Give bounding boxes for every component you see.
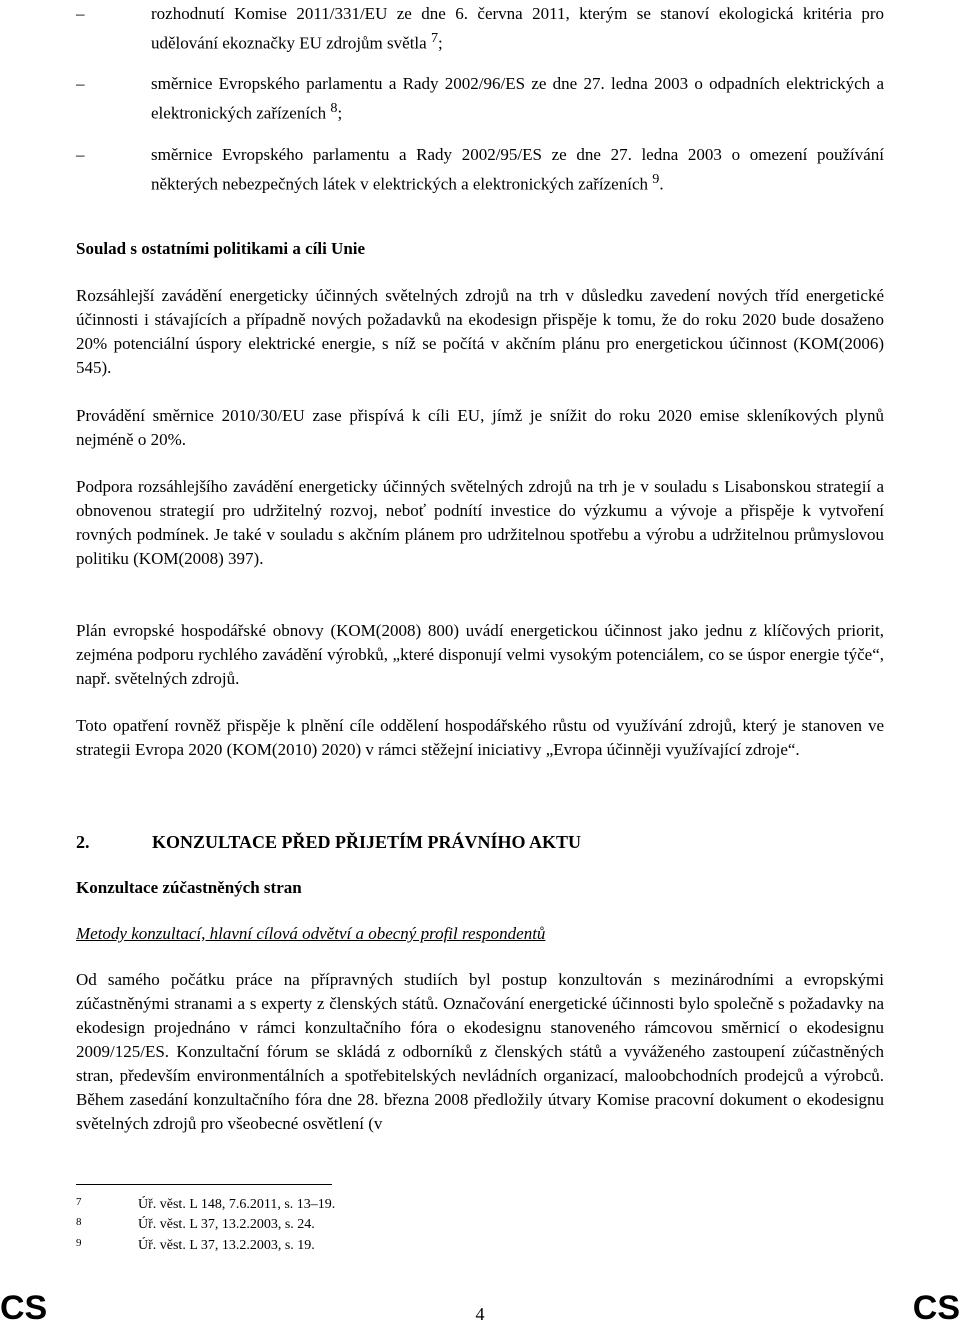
footnote-text: Úř. věst. L 37, 13.2.2003, s. 19. bbox=[138, 1238, 315, 1253]
section-title bbox=[76, 830, 581, 854]
footnote-text: Úř. věst. L 37, 13.2.2003, s. 24. bbox=[138, 1217, 315, 1232]
footer-language-code-left: CS bbox=[0, 1289, 48, 1327]
footnote bbox=[76, 1196, 576, 1214]
section-heading-policies: Soulad s ostatními politikami a cíli Unie bbox=[76, 239, 366, 258]
paragraph: Toto opatření rovněž přispěje k plnění cíle oddělení hospodářského růstu od využívání zdrojů, který je stanoven ve strategii Evropa 2020 (KOM(2010) 2020) v rámci stěžejní iniciativy „Evropa účinněji využívající zdroje“. bbox=[76, 716, 884, 759]
section-title-text: KONZULTACE PŘED PŘIJETÍM PRÁVNÍHO AKTU bbox=[152, 832, 582, 852]
list-dash: – bbox=[76, 74, 85, 93]
footnote-ref: 7 bbox=[430, 30, 439, 46]
section-number: 2. bbox=[76, 832, 90, 852]
footnote-separator bbox=[76, 1184, 332, 1185]
paragraph: Podpora rozsáhlejšího zavádění energeticky účinných světelných zdrojů na trh je v souladu s Lisabonskou strategií a obnovenou strategií pro udržitelný rozvoj, neboť podnítí investice do výzkumu a vývoje a přispěje k vytvoření rovných podmínek. Je také v souladu s akčním plánem pro udržitelnou spotřebu a výrobu a udržitelnou průmyslovou politiku (KOM(2008) 397). bbox=[76, 477, 884, 568]
footnote bbox=[76, 1216, 576, 1234]
list-item bbox=[76, 2, 884, 56]
paragraph: Plán evropské hospodářské obnovy (KOM(2008) 800) uvádí energetickou účinnost jako jednu z klíčových priorit, zejména podporu rychlého zavádění výrobků, „které disponují velmi vysokým potenciálem, co se úspor energie týče“, např. světelných zdrojů. bbox=[76, 621, 884, 688]
list-item-text: rozhodnutí Komise 2011/331/EU ze dne 6. června 2011, kterým se stanoví ekologická kritéria pro udělování ekoznačky EU zdrojům světla $^7$; bbox=[151, 4, 884, 53]
list-item-text: směrnice Evropského parlamentu a Rady 2002/95/ES ze dne 27. ledna 2003 o omezení používání některých nebezpečných látek v elektrických a elektronických zařízeních $^9$. bbox=[151, 145, 884, 194]
list-dash: – bbox=[76, 145, 85, 164]
footnote-number: 8 bbox=[76, 1216, 82, 1228]
list-dash: – bbox=[76, 4, 85, 23]
footnote-number: 9 bbox=[76, 1237, 82, 1249]
list-item-text: směrnice Evropského parlamentu a Rady 2002/96/ES ze dne 27. ledna 2003 o odpadních elektrických a elektronických zařízeních $^8$; bbox=[151, 74, 884, 123]
footnote-ref: 9 bbox=[652, 171, 660, 187]
paragraph: Provádění směrnice 2010/30/EU zase přispívá k cíli EU, jímž je snížit do roku 2020 emise skleníkových plynů nejméně o 20%. bbox=[76, 406, 884, 449]
paragraph: Od samého počátku práce na přípravných studiích byl postup konzultován s mezinárodními a evropskými zúčastněnými stranami a s experty z členských států. Označování energetické účinnosti bylo společně s požadavky na ekodesign projednáno v rámci konzultačního fóra o ekodesignu stanoveného rámcovou směrnicí o ekodesignu 2009/125/ES. Konzultační fórum se skládá z odborníků z členských států a vyváženého zastoupení zúčastněných stran, především environmentálních a spotřebitelských nevládních organizací, maloobchodních prodejců a výrobců. Během zasedání konzultačního fóra dne 28. března 2008 předložily útvary Komise pracovní dokument o ekodesignu světelných zdrojů pro všeobecné osvětlení (v bbox=[76, 970, 884, 1133]
paragraph: Rozsáhlejší zavádění energeticky účinných světelných zdrojů na trh v důsledku zavedení nových tříd energetické účinnosti i stávajících a případně nových požadavků na ekodesign přispěje k tomu, že do roku 2020 bude dosaženo 20% potenciální úspory elektrické energie, s níž se počítá v akčním plánu pro energetickou účinnost (KOM(2006) 545). bbox=[76, 286, 884, 377]
footnote-number: 7 bbox=[76, 1196, 82, 1208]
footnote-text: Úř. věst. L 148, 7.6.2011, s. 13–19. bbox=[138, 1197, 336, 1212]
list-item bbox=[76, 72, 884, 126]
page-number: 4 bbox=[475, 1304, 485, 1324]
subsection-subheading: Metody konzultací, hlavní cílová odvětví a obecný profil respondentů bbox=[76, 924, 546, 943]
subsection-heading: Konzultace zúčastněných stran bbox=[76, 878, 302, 897]
footnote bbox=[76, 1237, 576, 1255]
footer-language-code-right: CS bbox=[912, 1289, 960, 1327]
list-item bbox=[76, 143, 884, 197]
footnote-ref: 8 bbox=[330, 100, 338, 116]
